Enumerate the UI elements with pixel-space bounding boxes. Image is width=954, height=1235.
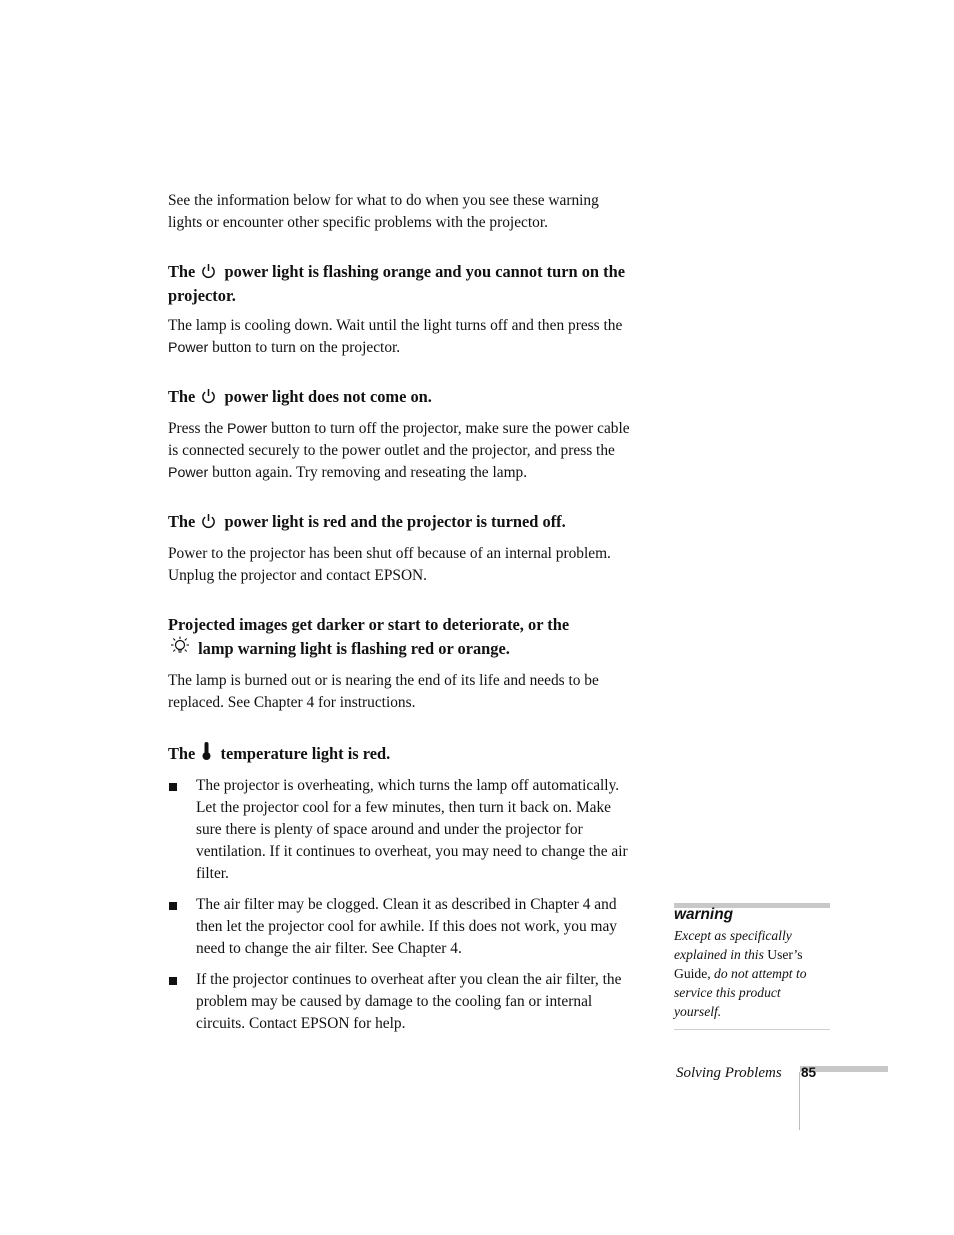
body-text: button to turn off the projector, make sure the power cable is connected securely to the power outlet and the projector, and press the (168, 420, 630, 459)
main-content (168, 190, 633, 1044)
body-text: button to turn on the projector. (208, 339, 401, 356)
heading-text: power light is red and the projector is turned off. (224, 512, 566, 531)
warning-rule (674, 1029, 830, 1030)
heading-text: temperature light is red. (220, 744, 391, 763)
heading-text: The (168, 512, 196, 531)
intro-paragraph: See the information below for what to do when you see these warning lights or encounter other specific problems with the projector. (168, 192, 599, 231)
body-text: The lamp is burned out or is nearing the end of its life and needs to be replaced. See Chapter 4 for instructions. (168, 672, 599, 711)
section-body (168, 315, 633, 359)
bullet-item: If the projector continues to overheat after you clean the air filter, the problem may be caused by damage to the cooling fan or internal circuits. Contact EPSON for help. (168, 969, 633, 1035)
power-button-label: Power (168, 465, 209, 481)
power-icon (201, 513, 216, 535)
warning-sidebar (674, 903, 830, 1030)
heading-text: The (168, 387, 196, 406)
section-heading (168, 511, 633, 535)
section-body (168, 543, 633, 587)
heading-text: power light does not come on. (224, 387, 432, 406)
page-number: 85 (801, 1065, 817, 1080)
section-body (168, 670, 633, 714)
section-heading (168, 741, 633, 767)
heading-text: The (168, 262, 196, 281)
thermometer-icon (201, 741, 212, 767)
bullet-item: The projector is overheating, which turns the lamp off automatically. Let the projector cool for a few minutes, then turn it back on. Make sure there is plenty of space around and under the projector for ventilation. If it continues to overheat, you may need to change the air filter. (168, 775, 633, 885)
warning-text-part: Except as specifically explained in this (674, 928, 792, 962)
power-button-label: Power (227, 421, 268, 437)
power-icon (201, 263, 216, 285)
bullet-list (168, 775, 633, 1035)
body-text: The lamp is cooling down. Wait until the light turns off and then press the (168, 317, 623, 334)
section-heading (168, 614, 633, 662)
body-text: button again. Try removing and reseating the lamp. (208, 464, 528, 481)
power-button-label: Power (168, 340, 209, 356)
heading-text: The (168, 744, 196, 763)
lamp-icon (170, 636, 190, 662)
bullet-item: The air filter may be clogged. Clean it as described in Chapter 4 and then let the projector cool for awhile. If this does not work, you may need to change the air filter. See Chapter 4. (168, 894, 633, 960)
heading-text: Projected images get darker or start to deteriorate, or the (168, 615, 570, 634)
sections-container (168, 261, 633, 1035)
section-body (168, 418, 633, 484)
users-guide-title: User’s Guide (674, 947, 803, 981)
footer-section-label: Solving Problems (676, 1065, 782, 1081)
power-icon (201, 388, 216, 410)
footer-rule (799, 1072, 800, 1130)
body-text: Power to the projector has been shut off because of an internal problem. Unplug the projector and contact EPSON. (168, 545, 611, 584)
warning-text (674, 926, 830, 1021)
body-text: Press the (168, 420, 227, 437)
section-heading (168, 386, 633, 410)
section-heading (168, 261, 633, 307)
warning-title: warning (674, 906, 733, 923)
heading-text: lamp warning light is flashing red or orange. (198, 639, 510, 658)
heading-text: power light is flashing orange and you cannot turn on the projector. (168, 262, 625, 305)
warning-text-part: , do not attempt to service this product yourself. (674, 966, 807, 1019)
